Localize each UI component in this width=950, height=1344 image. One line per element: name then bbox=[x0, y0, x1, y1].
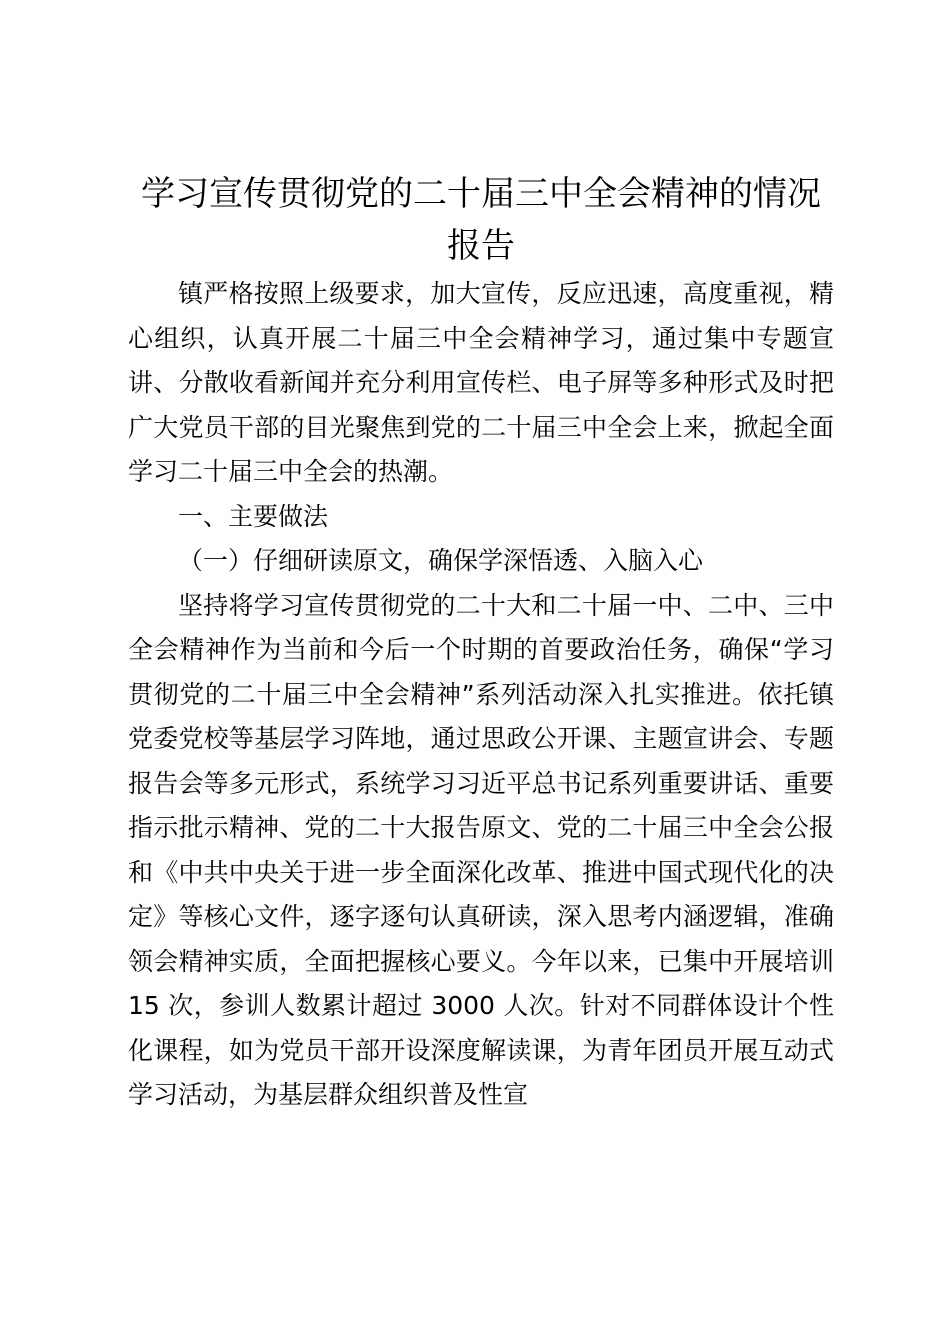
document-page bbox=[128, 168, 834, 1118]
section-heading-main-practices: 一、主要做法 bbox=[178, 501, 329, 531]
subsection-heading-study-original-text: （一）仔细研读原文，确保学深悟透、入脑入心 bbox=[178, 546, 704, 575]
subsection-body-paragraph: 坚持将学习宣传贯彻党的二十大和二十届一中、二中、三中全会精神作为当前和今后一个时期的首要政治任务，确保“学习贯彻党的二十届三中全会精神”系列活动深入扎实推进。依托镇党委党校等基层学习阵地，通过思政公开课、主题宣讲会、专题报告会等多元形式，系统学习习近平总书记系列重要讲话、重要指示批示精神、党的二十大报告原文、党的二十届三中全会公报和《中共中央关于进一步全面深化改革、推进中国式现代化的决定》等核心文件，逐字逐句认真研读，深入思考内涵逻辑，准确领会精神实质，全面把握核心要义。今年以来，已集中开展培训 15 次，参训人数累计超过 3000 人次。针对不同群体设计个性化课程，如为党员干部开设深度解读课，为青年团员开展互动式学习活动，为基层群众组织普及性宣 bbox=[128, 590, 834, 1109]
document-title: 学习宣传贯彻党的二十届三中全会精神的情况报告 bbox=[141, 174, 821, 266]
intro-paragraph: 镇严格按照上级要求，加大宣传，反应迅速，高度重视，精心组织，认真开展二十届三中全会精神学习，通过集中专题宣讲、分散收看新闻并充分利用宣传栏、电子屏等多种形式及时把广大党员干部的目光聚焦到党的二十届三中全会上来，掀起全面学习二十届三中全会的热潮。 bbox=[128, 279, 834, 486]
